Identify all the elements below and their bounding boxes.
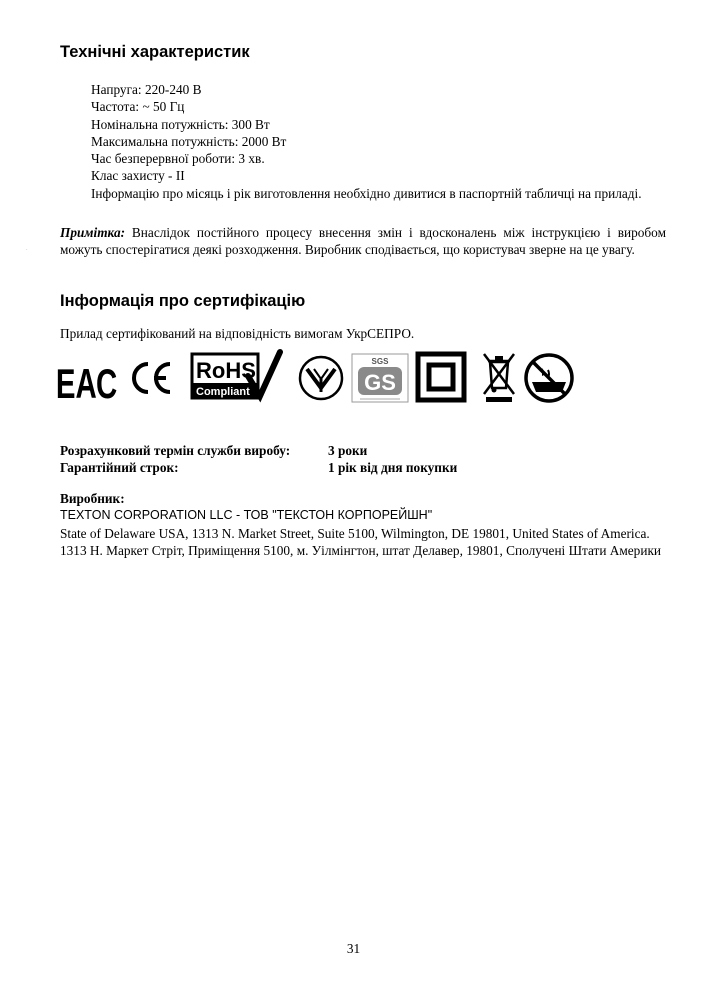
service-life-row [60, 442, 367, 459]
spec-protection-class: Клас захисту - II [91, 168, 185, 184]
spec-operation-time: Час безперервної роботи: 3 хв. [91, 151, 265, 167]
sgs-gs-mark-icon [350, 350, 410, 406]
page-number: 31 [346, 941, 361, 956]
spec-max-power: Максимальна потужність: 2000 Вт [91, 133, 287, 149]
ukr-conformity-mark-icon [296, 350, 346, 406]
manufacturer-name: TEXTON CORPORATION LLC - ТОВ "ТЕКСТОН КОРПОРЕЙШН" [60, 508, 433, 523]
svg-text:RoHS: RoHS [196, 358, 256, 383]
service-life-value: 3 роки [328, 443, 368, 458]
eac-mark-icon [55, 350, 118, 408]
warranty-label: Гарантійний строк: [60, 460, 179, 475]
certification-heading: Інформація про сертифікацію [60, 292, 306, 310]
warranty-value: 1 рік від дня покупки [328, 460, 458, 475]
note-text: Внаслідок постійного процесу внесення змін і вдосконалень між інструкцією і виробом можуть спостерігатися деякі розходження. Виробник сподівається, що користувач зверне на це увагу. [60, 225, 666, 258]
spec-frequency: Частота: ~ 50 Гц [91, 99, 185, 115]
manufacturer-address-en: State of Delaware USA, 1313 N. Market Street, Suite 5100, Wilmington, DE 19801, United States of America. [60, 525, 650, 541]
svg-text:Compliant: Compliant [196, 386, 250, 398]
no-bath-use-icon [522, 350, 576, 406]
svg-text:SGS: SGS [371, 357, 389, 366]
specs-heading: Технічні характеристик [60, 43, 250, 61]
spec-voltage: Напруга: 220-240 В [91, 82, 202, 97]
weee-crossed-bin-icon [480, 350, 518, 406]
warranty-row [60, 459, 457, 476]
svg-text:GS: GS [364, 370, 396, 395]
manufacturer-block [60, 490, 666, 559]
manufacturer-label: Виробник: [60, 491, 125, 506]
certification-text: Прилад сертифікований на відповідність вимогам УкрСЕПРО. [60, 326, 415, 341]
note-label: Примітка: [60, 225, 126, 240]
specs-list [91, 81, 665, 202]
class-ii-insulation-icon [412, 350, 468, 406]
note-paragraph [60, 224, 666, 259]
service-life-label: Розрахунковий термін служби виробу: [60, 443, 291, 458]
rohs-compliant-icon [190, 350, 282, 402]
svg-text:CE: CE [26, 250, 28, 251]
spec-nominal-power: Номінальна потужність: 300 Вт [91, 116, 270, 132]
spec-manufacture-info: Інформацію про місяць і рік виготовлення необхідно дивитися в паспортній табличці на приладі. [91, 185, 642, 201]
manufacturer-address-ua: 1313 Н. Маркет Стріт, Приміщення 5100, м. Уілмінгтон, штат Делавер, 19801, Сполучені Штати Америки [60, 542, 662, 558]
svg-text:ЕАС: ЕАС [55, 359, 118, 408]
